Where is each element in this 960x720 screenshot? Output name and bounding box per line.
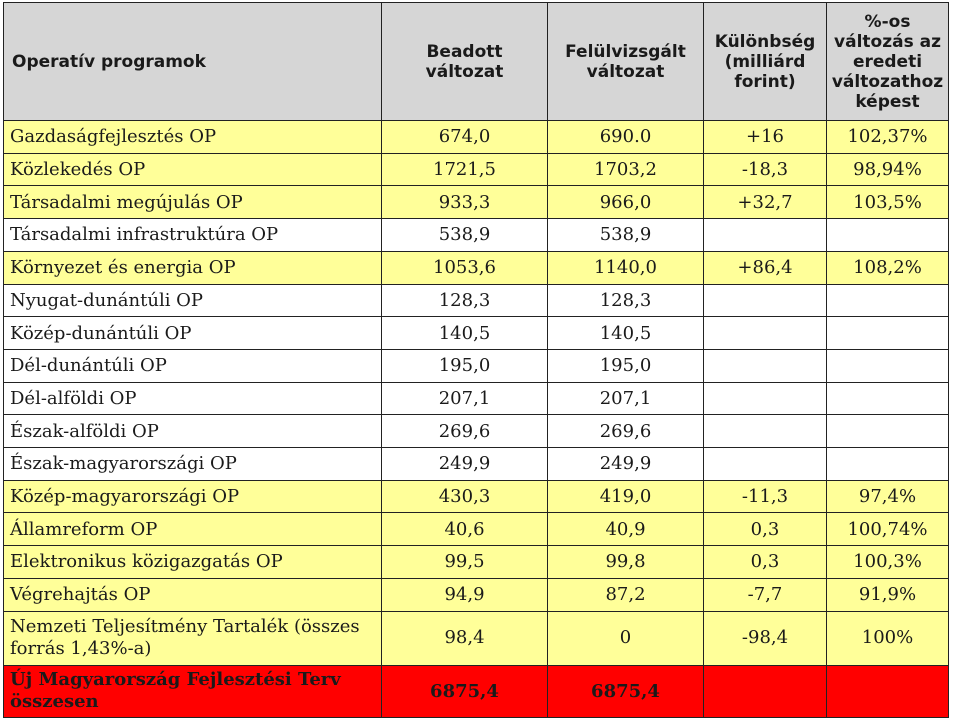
cell-percent: 100,3% bbox=[827, 546, 949, 579]
cell-revised: 0 bbox=[548, 611, 704, 665]
cell-revised: 269,6 bbox=[548, 415, 704, 448]
table-row bbox=[4, 121, 949, 154]
total-percent bbox=[827, 665, 949, 717]
cell-difference: +86,4 bbox=[704, 251, 827, 284]
cell-name: Társadalmi megújulás OP bbox=[4, 186, 382, 219]
table-row bbox=[4, 219, 949, 252]
cell-percent bbox=[827, 284, 949, 317]
cell-submitted: 674,0 bbox=[382, 121, 548, 154]
cell-percent bbox=[827, 317, 949, 350]
table-row bbox=[4, 284, 949, 317]
total-revised: 6875,4 bbox=[548, 665, 704, 717]
total-row bbox=[4, 665, 949, 717]
cell-difference bbox=[704, 415, 827, 448]
table-row bbox=[4, 611, 949, 665]
cell-revised: 128,3 bbox=[548, 284, 704, 317]
cell-name: Gazdaságfejlesztés OP bbox=[4, 121, 382, 154]
cell-difference bbox=[704, 349, 827, 382]
cell-submitted: 94,9 bbox=[382, 578, 548, 611]
cell-percent: 91,9% bbox=[827, 578, 949, 611]
header-submitted: Beadott változat bbox=[382, 3, 548, 121]
cell-difference bbox=[704, 382, 827, 415]
cell-percent bbox=[827, 448, 949, 481]
cell-difference: -18,3 bbox=[704, 153, 827, 186]
table-row bbox=[4, 349, 949, 382]
header-row bbox=[4, 3, 949, 121]
table-row bbox=[4, 317, 949, 350]
cell-revised: 690.0 bbox=[548, 121, 704, 154]
cell-name: Elektronikus közigazgatás OP bbox=[4, 546, 382, 579]
operational-programs-table bbox=[3, 2, 949, 718]
cell-name: Észak-magyarországi OP bbox=[4, 448, 382, 481]
cell-submitted: 195,0 bbox=[382, 349, 548, 382]
table-row bbox=[4, 186, 949, 219]
cell-submitted: 140,5 bbox=[382, 317, 548, 350]
cell-submitted: 98,4 bbox=[382, 611, 548, 665]
header-difference: Különbség (milliárd forint) bbox=[704, 3, 827, 121]
cell-difference bbox=[704, 317, 827, 350]
cell-submitted: 933,3 bbox=[382, 186, 548, 219]
total-name: Új Magyarország Fejlesztési Terv összesen bbox=[4, 665, 382, 717]
cell-percent: 100,74% bbox=[827, 513, 949, 546]
cell-percent: 102,37% bbox=[827, 121, 949, 154]
cell-submitted: 249,9 bbox=[382, 448, 548, 481]
cell-percent bbox=[827, 219, 949, 252]
cell-revised: 140,5 bbox=[548, 317, 704, 350]
cell-difference: +32,7 bbox=[704, 186, 827, 219]
cell-revised: 249,9 bbox=[548, 448, 704, 481]
cell-difference: 0,3 bbox=[704, 546, 827, 579]
cell-revised: 207,1 bbox=[548, 382, 704, 415]
cell-submitted: 40,6 bbox=[382, 513, 548, 546]
cell-submitted: 207,1 bbox=[382, 382, 548, 415]
cell-percent: 108,2% bbox=[827, 251, 949, 284]
cell-name: Végrehajtás OP bbox=[4, 578, 382, 611]
cell-submitted: 128,3 bbox=[382, 284, 548, 317]
cell-submitted: 430,3 bbox=[382, 480, 548, 513]
cell-percent: 103,5% bbox=[827, 186, 949, 219]
cell-name: Dél-alföldi OP bbox=[4, 382, 382, 415]
cell-name: Környezet és energia OP bbox=[4, 251, 382, 284]
cell-submitted: 538,9 bbox=[382, 219, 548, 252]
cell-name: Közép-dunántúli OP bbox=[4, 317, 382, 350]
cell-percent bbox=[827, 415, 949, 448]
cell-difference: -98,4 bbox=[704, 611, 827, 665]
cell-revised: 966,0 bbox=[548, 186, 704, 219]
cell-difference: -11,3 bbox=[704, 480, 827, 513]
table-row bbox=[4, 153, 949, 186]
table-row bbox=[4, 415, 949, 448]
cell-difference: -7,7 bbox=[704, 578, 827, 611]
cell-revised: 99,8 bbox=[548, 546, 704, 579]
table-row bbox=[4, 578, 949, 611]
cell-submitted: 1053,6 bbox=[382, 251, 548, 284]
cell-name: Államreform OP bbox=[4, 513, 382, 546]
total-submitted: 6875,4 bbox=[382, 665, 548, 717]
table-row bbox=[4, 546, 949, 579]
table-row bbox=[4, 480, 949, 513]
cell-difference: 0,3 bbox=[704, 513, 827, 546]
cell-name: Nemzeti Teljesítmény Tartalék (összes forrás 1,43%-a) bbox=[4, 611, 382, 665]
table-row bbox=[4, 448, 949, 481]
cell-name: Dél-dunántúli OP bbox=[4, 349, 382, 382]
cell-percent bbox=[827, 349, 949, 382]
table-row bbox=[4, 513, 949, 546]
cell-percent: 97,4% bbox=[827, 480, 949, 513]
cell-difference: +16 bbox=[704, 121, 827, 154]
cell-difference bbox=[704, 448, 827, 481]
cell-revised: 87,2 bbox=[548, 578, 704, 611]
cell-revised: 1140,0 bbox=[548, 251, 704, 284]
cell-difference bbox=[704, 219, 827, 252]
cell-name: Társadalmi infrastruktúra OP bbox=[4, 219, 382, 252]
cell-submitted: 1721,5 bbox=[382, 153, 548, 186]
cell-submitted: 99,5 bbox=[382, 546, 548, 579]
cell-submitted: 269,6 bbox=[382, 415, 548, 448]
cell-name: Nyugat-dunántúli OP bbox=[4, 284, 382, 317]
cell-percent bbox=[827, 382, 949, 415]
cell-name: Közép-magyarországi OP bbox=[4, 480, 382, 513]
total-difference bbox=[704, 665, 827, 717]
cell-revised: 195,0 bbox=[548, 349, 704, 382]
table-row bbox=[4, 251, 949, 284]
cell-revised: 419,0 bbox=[548, 480, 704, 513]
cell-difference bbox=[704, 284, 827, 317]
cell-revised: 538,9 bbox=[548, 219, 704, 252]
cell-name: Közlekedés OP bbox=[4, 153, 382, 186]
header-percent: %-os változás az eredeti változathoz képest bbox=[827, 3, 949, 121]
cell-percent: 100% bbox=[827, 611, 949, 665]
cell-revised: 1703,2 bbox=[548, 153, 704, 186]
header-revised: Felülvizsgált változat bbox=[548, 3, 704, 121]
table-row bbox=[4, 382, 949, 415]
cell-revised: 40,9 bbox=[548, 513, 704, 546]
cell-name: Észak-alföldi OP bbox=[4, 415, 382, 448]
table-body bbox=[4, 121, 949, 718]
header-program: Operatív programok bbox=[4, 3, 382, 121]
cell-percent: 98,94% bbox=[827, 153, 949, 186]
